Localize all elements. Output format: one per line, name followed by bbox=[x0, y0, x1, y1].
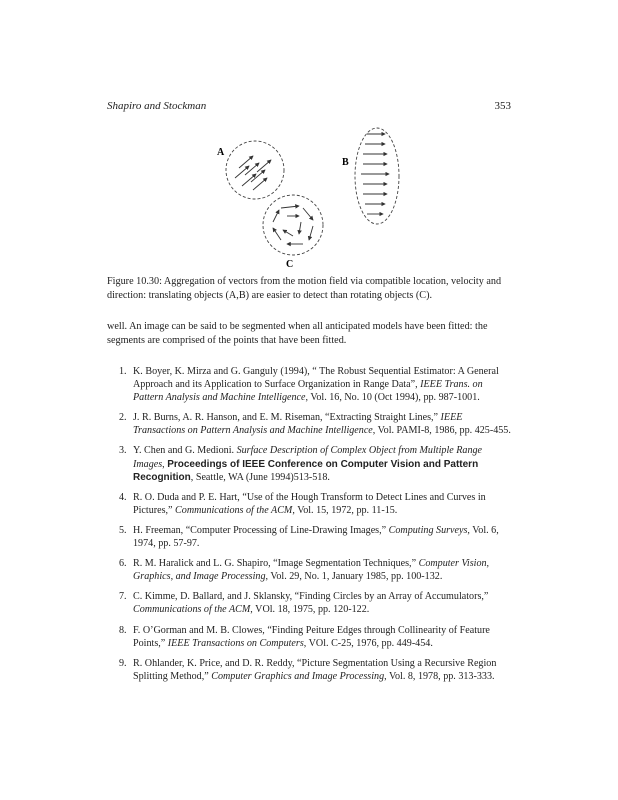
group-a-vectors bbox=[235, 156, 271, 190]
reference-text: R. M. Haralick and L. G. Shapiro, “Image Segmentation Techniques,” bbox=[133, 558, 419, 570]
reference-text: , Vol. 6, 1974, pp. 57-97. bbox=[133, 524, 499, 550]
reference-item bbox=[107, 444, 511, 483]
reference-text: IEEE Transactions on Computers bbox=[167, 637, 304, 649]
reference-text: K. Boyer, K. Mirza and G. Ganguly (1994), “ The Robust Sequential Estimator: A General Approach and its Application to Surface Organization in Range Data”, bbox=[133, 366, 499, 391]
reference-number: 7. bbox=[119, 591, 127, 603]
group-b-boundary bbox=[355, 128, 399, 224]
reference-text: , Vol. 16, No. 10 (Oct 1994), pp. 987-1001. bbox=[305, 392, 480, 404]
reference-text: Communications of the ACM bbox=[175, 504, 293, 516]
reference-number: 9. bbox=[119, 657, 127, 669]
reference-text: , Vol. PAMI-8, 1986, pp. 425-455. bbox=[372, 425, 511, 437]
page-header bbox=[107, 100, 511, 112]
reference-number: 5. bbox=[119, 524, 127, 536]
reference-item bbox=[107, 557, 511, 583]
reference-text: , Seattle, WA (June 1994)513-518. bbox=[190, 471, 330, 483]
reference-text: Computing Surveys bbox=[388, 524, 468, 536]
reference-number: 6. bbox=[119, 558, 127, 570]
running-head: Shapiro and Stockman bbox=[107, 100, 207, 112]
reference-text: Communications of the ACM bbox=[133, 604, 251, 616]
reference-item bbox=[107, 491, 511, 517]
reference-item bbox=[107, 524, 511, 550]
reference-item bbox=[107, 624, 511, 650]
group-a-boundary bbox=[226, 141, 284, 199]
reference-list bbox=[107, 365, 511, 690]
reference-text: J. R. Burns, A. R. Hanson, and E. M. Riseman, “Extracting Straight Lines,” bbox=[133, 412, 441, 424]
reference-number: 1. bbox=[119, 366, 127, 377]
reference-text: Y. Chen and G. Medioni. bbox=[133, 445, 237, 457]
reference-item bbox=[107, 411, 511, 437]
reference-number: 8. bbox=[119, 624, 127, 636]
motion-field-diagram bbox=[195, 120, 415, 270]
body-paragraph: well. An image can be said to be segmented when all anticipated models have been fitted: the segments are comprised of the points that have been fitted. bbox=[107, 321, 488, 346]
reference-text: R. Ohlander, K. Price, and D. R. Reddy, “Picture Segmentation Using a Recursive Region Splitting Method,” bbox=[133, 657, 497, 682]
reference-text: Computer Graphics and Image Processing bbox=[211, 670, 385, 682]
reference-item bbox=[107, 590, 511, 616]
page-number: 353 bbox=[494, 100, 511, 112]
reference-text: , bbox=[162, 458, 168, 470]
reference-number: 4. bbox=[119, 491, 127, 503]
figure-caption: Figure 10.30: Aggregation of vectors from the motion field via compatible location, velocity and direction: translating objects (A,B) are easier to detect than rotating objects (C). bbox=[107, 276, 502, 301]
reference-text: IEEE Transactions on Pattern Analysis and Machine Intelligence bbox=[133, 412, 463, 437]
reference-text: H. Freeman, “Computer Processing of Line-Drawing Images,” bbox=[133, 524, 389, 536]
reference-text: Surface Description of Complex Object from Multiple Range Images bbox=[133, 445, 483, 470]
reference-text: , VOl. C-25, 1976, pp. 449-454. bbox=[303, 637, 433, 649]
reference-text: , Vol. 29, No. 1, January 1985, pp. 100-132. bbox=[265, 571, 443, 583]
reference-item bbox=[107, 657, 511, 683]
reference-text: F. O’Gorman and M. B. Clowes, “Finding Peiture Edges through Collinearity of Feature Points,” bbox=[133, 624, 490, 649]
group-b-vectors bbox=[361, 134, 389, 214]
group-c-vectors bbox=[273, 206, 313, 244]
reference-number: 2. bbox=[119, 412, 127, 424]
reference-text: Computer Vision, Graphics, and Image Processing bbox=[133, 558, 490, 583]
label-a: A bbox=[217, 147, 225, 158]
reference-text: IEEE Trans. on Pattern Analysis and Machine Intelligence bbox=[133, 379, 483, 404]
group-c-boundary bbox=[263, 195, 323, 255]
label-b: B bbox=[342, 157, 349, 168]
reference-text: C. Kimme, D. Ballard, and J. Sklansky, “Finding Circles by an Array of Accumulators,” bbox=[133, 591, 489, 603]
reference-text: , VOl. 18, 1975, pp. 120-122. bbox=[250, 604, 370, 616]
motion-field-figure bbox=[195, 120, 415, 270]
label-c: C bbox=[286, 259, 294, 270]
reference-number: 3. bbox=[119, 445, 127, 457]
reference-text: Proceedings of IEEE Conference on Computer Vision and Pattern Recognition bbox=[133, 458, 479, 483]
reference-text: , Vol. 15, 1972, pp. 11-15. bbox=[292, 504, 398, 516]
reference-text: R. O. Duda and P. E. Hart, “Use of the Hough Transform to Detect Lines and Curves in Pictures,” bbox=[133, 491, 486, 516]
reference-item bbox=[107, 365, 511, 404]
reference-text: , Vol. 8, 1978, pp. 313-333. bbox=[384, 670, 495, 682]
